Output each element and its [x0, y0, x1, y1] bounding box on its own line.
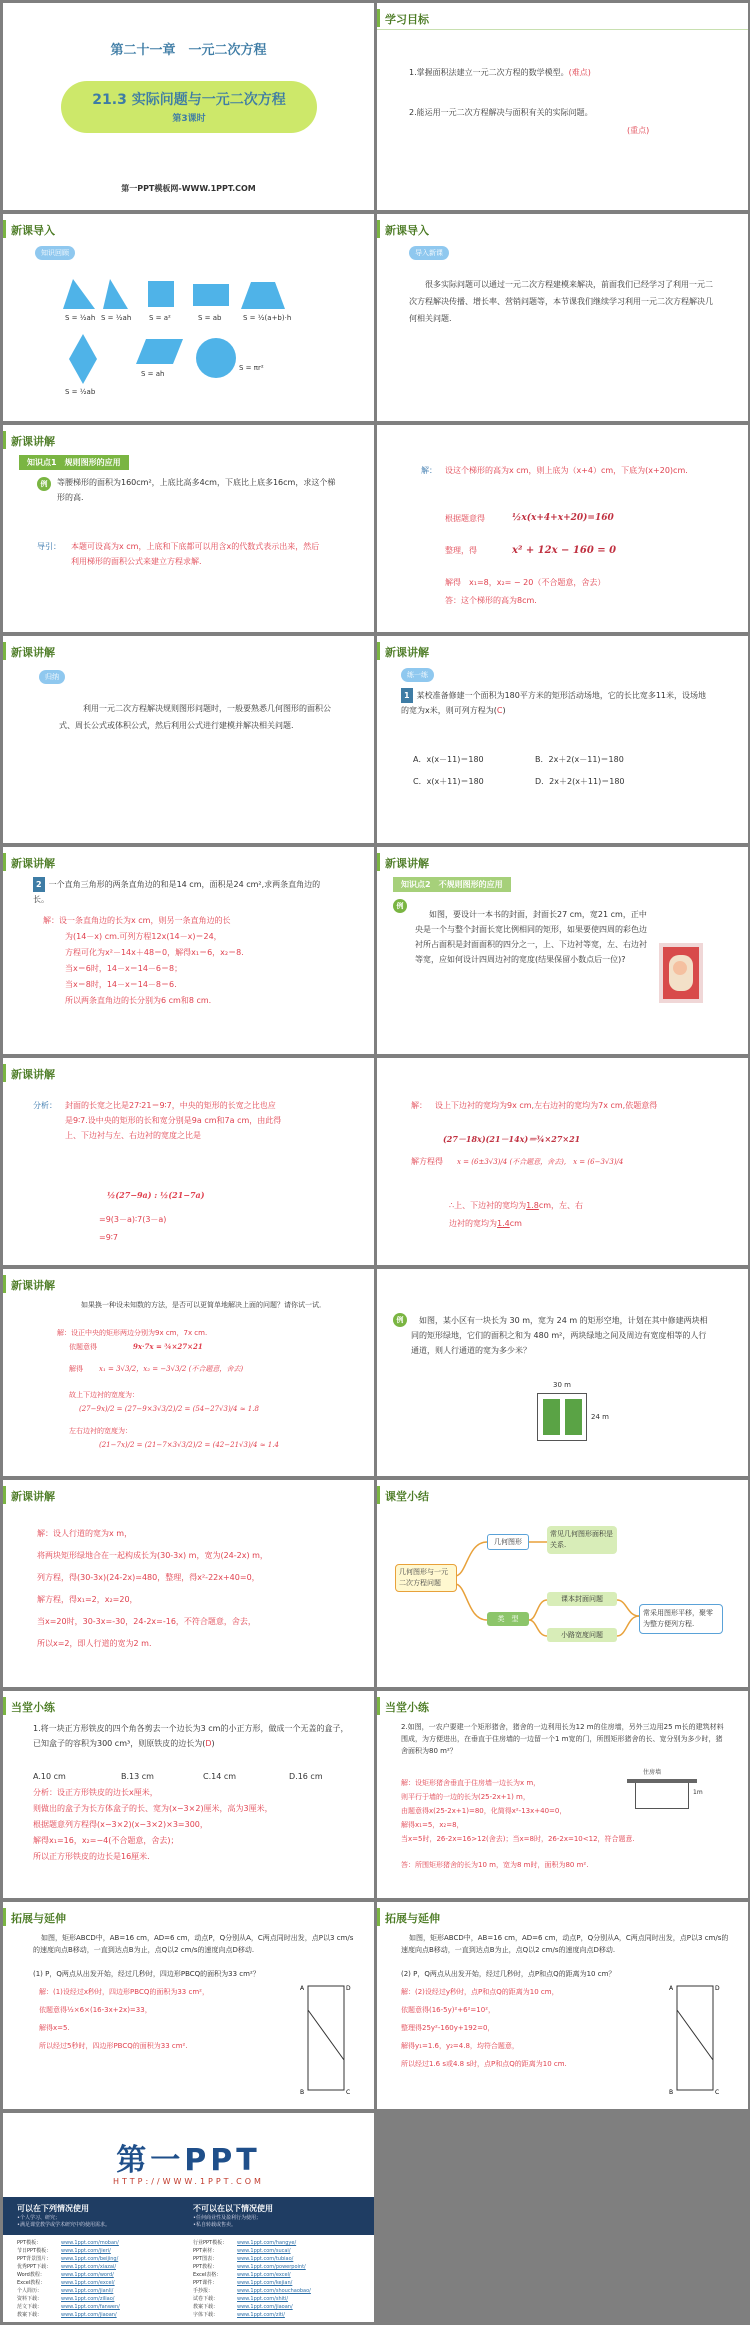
resource-link-label: PPT课件：: [193, 2280, 218, 2286]
slide-quiz-1: 当堂小练 1.将一块正方形铁皮的四个角各剪去一个边长为3 cm的小正方形，做成一个无盖的盒子，已知盒子的容积为300 cm³，则原铁皮的边长为(D) A.10 cm B.13 cm C.14 cm D.16 cm 分析：设正方形铁皮的边长x厘米， 则做出的盒子为长方体盒子的长、宽为(x−3×2)厘米，高为3厘米， 根据题意列方程得(x−3×2)(x−3×2)×3=300， 解得x₁=16，x₂=−4(不合题意，舍去)； 所以正方形铁皮的边长是16厘米．: [3, 1691, 374, 1898]
svg-text:D: D: [346, 1985, 351, 1992]
resource-link-url[interactable]: www.1ppt.com/excel/: [237, 2272, 291, 2278]
resource-link-label: 教案下载：: [17, 2312, 43, 2318]
resource-link-label: 个人简历：: [17, 2288, 43, 2294]
svg-text:D: D: [715, 1985, 720, 1992]
mindmap-note-types: 常采用图形平移，聚零为整方便列方程.: [639, 1604, 723, 1634]
resource-link-row: [193, 2247, 363, 2255]
resource-link-url[interactable]: www.1ppt.com/jieri/: [61, 2248, 111, 2254]
resource-link-label: 字体下载：: [193, 2312, 219, 2318]
answer-line-6: 所以两条直角边的长分别为6 cm和8 cm.: [65, 996, 212, 1005]
answer-line-4: 当x＝6时，14－x＝14－6＝8；: [65, 964, 183, 973]
resource-link-label: 资料下载：: [17, 2296, 43, 2302]
solution-line-1: 解：(1)设经过x秒时，四边形PBCQ的面积为33 cm²，: [39, 1988, 209, 1996]
intro-pill: 导入新课: [409, 246, 449, 260]
solution-line-1: 解：设人行道的宽为x m，: [37, 1529, 133, 1538]
analysis-line-2: 则做出的盒子为长方体盒子的长、宽为(x−3×2)厘米，高为3厘米，: [33, 1804, 273, 1813]
resource-link-url[interactable]: www.1ppt.com/shiti/: [237, 2296, 289, 2302]
answer-line-4: 解得x₁=5，x₂=8，: [401, 1821, 464, 1829]
resource-link-row: [193, 2295, 363, 2303]
alt-line-5-label: 左右边衬的宽度为：: [69, 1427, 132, 1435]
slide-quiz-2: 当堂小练 2.如图，一农户要建一个矩形猪舍，猪舍的一边利用长为12 m的住房墙，另外三边用25 m长的建筑材料围成，为方便进出，在垂直于住房墙的一边留一个1 m宽的门，所围矩形猪舍的长、宽分别为多少时，猪舍面积为80 m²？ 解：设矩形猪舍垂直于住房墙一边长为x m， 则平行于墙的一边的长为(25-2x+1) m， 由题意得x(25-2x+1)=80，化简得x²-13x+40=0， 解得x₁=5，x₂=8， 当x=5时，26-2x=16>12(舍去)；当x=8时，26-2x=10<12，符合题意. 答：所围矩形猪舍的长为10 m，宽为8 m时，面积为80 m². 住房墙 1m: [377, 1691, 748, 1898]
resource-link-url[interactable]: www.1ppt.com/sucai/: [237, 2248, 291, 2254]
trapezoid: [241, 282, 285, 309]
slide-intro: 新课导入 导入新课 很多实际问题可以通过一元二次方程建模来解决，前面我们已经学习了利用一元二次方程解决传播、增长率、营销问题等，本节课我们继续学习利用一元二次方程解决几何相关问题.: [377, 214, 748, 421]
option-c: C．x(x＋11)＝180: [413, 777, 484, 786]
slide-branding: [3, 2113, 374, 2322]
svg-text:A: A: [300, 1985, 305, 1992]
example-badge: 例: [393, 1313, 407, 1327]
book-cover-image: [659, 943, 703, 1003]
solution-solve-label: 解方程得: [411, 1157, 443, 1166]
example-badge: 例: [393, 899, 407, 913]
svg-text:C: C: [715, 2089, 720, 2096]
resource-link-url[interactable]: www.1ppt.com/xiazai/: [61, 2264, 117, 2270]
answer-line-6: 答：所围矩形猪舍的长为10 m，宽为8 m时，面积为80 m².: [401, 1861, 589, 1869]
formula-3: S = a²: [149, 314, 171, 322]
solve-label: 解：: [421, 466, 437, 475]
formula-7: S = ah: [141, 370, 165, 378]
resource-link-row: [17, 2271, 187, 2279]
resource-link-label: 试卷下载：: [193, 2296, 219, 2302]
mindmap-note-shapes: 常见几何图形面积是关系.: [547, 1526, 617, 1554]
answer-line-3: 由题意得x(25-2x+1)=80，化简得x²-13x+40=0，: [401, 1807, 567, 1815]
slide-solution-2: [377, 1058, 748, 1265]
solution-line-2-label: 根据题意得: [445, 514, 485, 523]
analysis-line-4: 解得x₁=16，x₂=−4(不合题意，舍去)；: [33, 1836, 179, 1845]
height-label: 24 m: [591, 1413, 609, 1421]
slide-example-1: 新课讲解 知识点1 规则图形的应用 例 等腰梯形的面积为160cm²，上底比高多4cm，下底比上底多16cm，求这个梯形的高. 导引： 本题可设高为x cm，上底和下底都可以用含x的代数式表示出来，然后利用梯形的面积公式来建立方程求解.: [3, 425, 374, 632]
option-b: B．2x＋2(x－11)＝180: [535, 755, 624, 764]
answer-line-3: 方程可化为x²－14x＋48＝0，解得x₁＝6，x₂＝8.: [65, 948, 244, 957]
solution-line-5: 所以经过1.6 s或4.8 s时，点P和点Q的距离为10 cm.: [401, 2060, 567, 2068]
resource-link-url[interactable]: www.1ppt.com/tubiao/: [237, 2256, 294, 2262]
solution-line-2: 依题意得(16-5y)²+6²=10²，: [401, 2006, 496, 2014]
chapter-title: 第二十一章 一元二次方程: [110, 43, 267, 58]
lesson-period: 第3课时: [172, 114, 206, 124]
solution-line-3: x² + 12x − 160 = 0: [512, 545, 617, 556]
resource-link-label: PPT教程：: [193, 2264, 218, 2270]
rectangle: [193, 284, 229, 306]
solution-line-5: 当x=20时，30-3x=-30，24-2x=-16，不符合题意，舍去，: [37, 1617, 256, 1626]
resource-link-row: [193, 2279, 363, 2287]
practice-pill: 练一练: [401, 668, 434, 682]
slide-example-2: 新课讲解 知识点2 不规则图形的应用 例 如图，要设计一本书的封面，封面长27 cm，宽21 cm，正中央是一个与整个封面长宽比例相同的矩形，如果要使四周的彩色边衬所占面积是封面面积的四分之一，上、下边衬等宽，左、右边衬等宽，应如何设计四周边衬的宽度(结果保留小数点后一位)?: [377, 847, 748, 1054]
knowledge-point-2: 知识点2 不规则图形的应用: [393, 877, 511, 892]
resource-link-url[interactable]: www.1ppt.com/ziti/: [237, 2312, 285, 2318]
quiz-question: 1.将一块正方形铁皮的四个角各剪去一个边长为3 cm的小正方形，做成一个无盖的盒子，已知盒子的容积为300 cm³，则原铁皮的边长为(D): [33, 1724, 349, 1748]
solution-line-3: 整理得25y²-160y+192=0，: [401, 2024, 495, 2032]
option-a: A．x(x－11)＝180: [413, 755, 484, 764]
resource-link-label: PPT背景图片：: [17, 2256, 52, 2262]
analysis-step-1: =9(3－a)∶7(3－a): [99, 1215, 167, 1224]
resource-link-row: [193, 2239, 363, 2247]
rectangle-figure: [298, 1980, 358, 2100]
alt-line-2-label: 依题意得: [69, 1343, 97, 1351]
example-text: 如图，要设计一本书的封面，封面长27 cm，宽21 cm，正中央是一个与整个封面长宽比例相同的矩形，如果要使四周的彩色边衬所占面积是封面面积的四分之一，上、下边衬等宽，左、右边衬等宽，应如何设计四周边衬的宽度(结果保留小数点后一位)?: [415, 910, 647, 964]
formula-1: S = ½ah: [65, 314, 96, 322]
alt-line-4: (27−9x)/2 = (27−9×3√3/2)/2 = (54−27√3)/4 ≈ 1.8: [79, 1405, 259, 1413]
resource-link-url[interactable]: www.1ppt.com/powerpoint/: [237, 2264, 306, 2270]
links-right: [193, 2239, 363, 2319]
triangle-1: [63, 279, 95, 309]
solution-line-4: 解方程，得x₁=2，x₂=20，: [37, 1595, 138, 1604]
goal-2-tag: (重点): [627, 126, 650, 135]
quiz-question: 2.如图，一农户要建一个矩形猪舍，猪舍的一边利用长为12 m的住房墙，另外三边用25 m长的建筑材料围成，为方便进出，在垂直于住房墙的一边留一个1 m宽的门，所围矩形猪舍的长、宽分别为多少时，猪舍面积为80 m²？: [401, 1723, 724, 1755]
option-c: C.14 cm: [203, 1772, 237, 1781]
solution-line-1: 设上下边衬的宽均为9x cm,左右边衬的宽均为7x cm,依题意得: [435, 1101, 658, 1110]
resource-link-label: 范文下载：: [17, 2304, 43, 2310]
extension-problem: 如图，矩形ABCD中，AB=16 cm，AD=6 cm，动点P，Q分别从A，C两点同时出发，点P以3 cm/s的速度向点B移动，一直到达点B为止，点Q以2 cm/s的速度向点D移动.: [401, 1934, 729, 1954]
answer-line-2: 则平行于墙的一边的长为(25-2x+1) m，: [401, 1793, 530, 1801]
door-label: 1m: [693, 1789, 703, 1796]
pen-figure: [627, 1769, 707, 1815]
rectangle-figure: [667, 1980, 727, 2100]
guide-text: 本题可设高为x cm，上底和下底都可以用含x的代数式表示出来，然后利用梯形的面积公式来建立方程求解.: [71, 542, 320, 566]
slide-solution-3: 新课讲解 解：设人行道的宽为x m， 将两块矩形绿地合在一起构成长为(30-3x) m，宽为(24-2x) m， 列方程，得(30-3x)(24-2x)=480，整理，得x²-22x+40=0， 解方程，得x₁=2，x₂=20， 当x=20时，30-3x=-30，24-2x=-16，不符合题意，舍去， 所以x=2，即人行道的宽为2 m.: [3, 1480, 374, 1687]
analysis-label: 分析：: [33, 1101, 57, 1110]
resource-link-url[interactable]: www.1ppt.com/word/: [61, 2272, 114, 2278]
solution-conclusion-1: ∴上、下边衬的宽均为1.8cm，左、右: [449, 1201, 584, 1210]
solution-line-2: 依题意得½×6×(16-3x+2x)=33，: [39, 2006, 152, 2014]
solution-roots: x = (6±3√3)/4 (不合题意，舍去), x = (6−3√3)/4: [457, 1158, 624, 1166]
practice-question: 2 一个直角三角形的两条直角边的和是14 cm，面积是24 cm²,求两条直角边的长。: [33, 877, 323, 907]
resource-link-row: [17, 2239, 187, 2247]
brand-logo: 第一PPT: [116, 2143, 261, 2178]
slide-alternative: 新课讲解 如果换一种设未知数的方法，是否可以更简单地解决上面的问题？请你试一试． 解：设正中央的矩形两边分别为9x cm，7x cm. 依题意得 9x·7x = ¾×27×21 解得 x₁ = 3√3/2，x₂ = −3√3/2 (不合题意，舍去) 故上下边衬的宽度为： (27−9x)/2 = (27−9×3√3/2)/2 = (54−27√3)/4 ≈ 1.8 左右边衬的宽度为： (21−7x)/2 = (21−7×3√3/2)/2 = (42−21√3)/4 ≈ 1.4: [3, 1269, 374, 1476]
resource-link-url[interactable]: www.1ppt.com/ziliao/: [61, 2296, 115, 2302]
resource-link-url[interactable]: www.1ppt.com/jianli/: [61, 2288, 114, 2294]
slide-extension-2: 拓展与延伸 如图，矩形ABCD中，AB=16 cm，AD=6 cm，动点P，Q分别从A，C两点同时出发，点P以3 cm/s的速度向点B移动，一直到达点B为止，点Q以2 cm/s的速度向点D移动. (2) P，Q两点从出发开始，经过几秒时，点P和点Q的距离为10 cm？ 解：(2)设经过y秒时，点P和点Q的距离为10 cm， 依题意得(16-5y)²+6²=10²， 整理得25y²-160y+192=0， 解得y₁=1.6，y₂=4.8，均符合题意， 所以经过1.6 s或4.8 s时，点P和点Q的距离为10 cm. A D B C: [377, 1902, 748, 2109]
resource-link-url[interactable]: www.1ppt.com/excel/: [61, 2280, 115, 2286]
mindmap-type-cover: 课本封面问题: [547, 1592, 617, 1606]
resource-link-label: 优秀PPT下载：: [17, 2264, 52, 2270]
resource-link-row: [193, 2303, 363, 2311]
mindmap-branch-types: 类 型: [487, 1612, 529, 1626]
extension-problem: 如图，矩形ABCD中，AB=16 cm，AD=6 cm，动点P，Q分别从A，C两点同时出发，点P以3 cm/s的速度向点B移动，一直到达点B为止，点Q以2 cm/s的速度向点D移动.: [33, 1934, 354, 1954]
mindmap-type-path: 小路宽度问题: [547, 1628, 617, 1642]
resource-link-row: [17, 2295, 187, 2303]
shape-figures: [3, 254, 374, 421]
alt-line-5: (21−7x)/2 = (21−7×3√3/2)/2 = (42−21√3)/4 ≈ 1.4: [99, 1441, 279, 1449]
resource-link-label: Word教程：: [17, 2272, 45, 2278]
practice-question: 1 某校准备修建一个面积为180平方米的矩形活动场地，它的长比宽多11米，设场地的宽为x米，则可列方程为(C): [401, 688, 711, 718]
forbidden-line-2: •私自转载或售卖。: [193, 2222, 236, 2228]
alt-line-2: 9x·7x = ¾×27×21: [133, 1342, 203, 1351]
alt-line-4-label: 故上下边衬的宽度为：: [69, 1391, 139, 1399]
green-plot-right: [565, 1399, 582, 1435]
goal-1: 1.掌握面积法建立一元二次方程的数学模型。(难点): [409, 68, 591, 77]
resource-link-row: [17, 2303, 187, 2311]
slide-goals: 学习目标 1.掌握面积法建立一元二次方程的数学模型。(难点) 2.能运用一元二次方程解决与面积有关的实际问题。 (重点): [377, 3, 748, 210]
option-a: A.10 cm: [33, 1772, 66, 1781]
allowed-line-2: •满足课堂教学或学术研究中的使用需求。: [17, 2222, 110, 2228]
resource-link-label: 手抄报：: [193, 2288, 214, 2294]
resource-link-url[interactable]: www.1ppt.com/jiaoan/: [61, 2312, 117, 2318]
mindmap-branch-shapes: 几何图形: [487, 1534, 529, 1550]
solution-line-5: 答：这个梯形的高为8cm.: [445, 596, 537, 605]
resource-link-row: [17, 2247, 187, 2255]
answer-line-1: 解：设矩形猪舍垂直于住房墙一边长为x m，: [401, 1779, 541, 1787]
svg-text:B: B: [669, 2089, 674, 2096]
option-d: D．2x＋2(x＋11)＝180: [535, 777, 625, 786]
green-plot-left: [543, 1399, 560, 1435]
slide-extension-1: 拓展与延伸 如图，矩形ABCD中，AB=16 cm，AD=6 cm，动点P，Q分别从A，C两点同时出发，点P以3 cm/s的速度向点B移动，一直到达点B为止，点Q以2 cm/s的速度向点D移动. (1) P，Q两点从出发开始，经过几秒时，四边形PBCQ的面积为33 cm²？ 解：(1)设经过x秒时，四边形PBCQ的面积为33 cm²， 依题意得½×6×(16-3x+2x)=33， 解得x=5. 所以经过5秒时，四边形PBCQ的面积为33 cm². A D B C: [3, 1902, 374, 2109]
resource-link-row: [193, 2255, 363, 2263]
resource-link-row: [193, 2263, 363, 2271]
resource-link-label: PPT素材：: [193, 2248, 218, 2254]
guide-label: 导引：: [37, 542, 61, 551]
solution-line-1: 设这个梯形的高为x cm，则上底为（x+4）cm，下底为(x+20)cm.: [445, 466, 688, 475]
resource-link-label: 节日PPT模板：: [17, 2248, 52, 2254]
example-text: 如图，某小区有一块长为 30 m，宽为 24 m 的矩形空地，计划在其中修建两块相同的矩形绿地，它们的面积之和为 480 m²，两块绿地之间及周边有宽度相等的人行通道，则人行通道的宽为多少米？: [411, 1316, 708, 1355]
solution-equation: (27－18x)(21－14x)＝¾×27×21: [443, 1134, 581, 1144]
lesson-title: 21.3 实际问题与一元二次方程: [92, 92, 286, 108]
rhombus: [69, 334, 97, 384]
resource-link-url[interactable]: www.1ppt.com/moban/: [61, 2240, 119, 2246]
formula-6: S = ½ab: [65, 388, 96, 396]
mindmap-root: 几何图形与一元二次方程问题: [395, 1564, 457, 1592]
resource-link-url[interactable]: www.1ppt.com/fanwen/: [61, 2304, 120, 2310]
links-area: [3, 2235, 374, 2322]
wall-label: 住房墙: [643, 1769, 662, 1776]
extension-subquestion: (2) P，Q两点从出发开始，经过几秒时，点P和点Q的距离为10 cm？: [401, 1970, 616, 1978]
resource-link-label: 教案下载：: [193, 2304, 219, 2310]
alt-intro: 如果换一种设未知数的方法，是否可以更简单地解决上面的问题？请你试一试．: [81, 1301, 326, 1309]
allowed-title: 可以在下列情况使用: [17, 2204, 89, 2213]
option-b: B.13 cm: [121, 1772, 154, 1781]
resource-link-row: [193, 2271, 363, 2279]
analysis-text: 封面的长宽之比是27∶21＝9∶7，中央的矩形的长宽之比也应是9∶7.设中央的矩形的长和宽分别是9a cm和7a cm，由此得上、下边衬与左、右边衬的宽度之比是: [65, 1101, 282, 1140]
alt-line-3: x₁ = 3√3/2，x₂ = −3√3/2 (不合题意，舍去): [99, 1365, 244, 1373]
brand-url: HTTP://WWW.1PPT.COM: [113, 2177, 264, 2186]
svg-text:C: C: [346, 2089, 351, 2096]
resource-link-row: [17, 2255, 187, 2263]
induction-text: 利用一元二次方程解决规则图形问题时，一般要熟悉几何图形的面积公式、周长公式或体积公式，然后利用公式进行建模并解决相关问题.: [59, 704, 331, 730]
analysis-line-1: 分析：设正方形铁皮的边长x厘米，: [33, 1788, 158, 1797]
solution-line-3: 解得x=5.: [39, 2024, 70, 2032]
site-name: 第一PPT模板网-WWW.1PPT.COM: [121, 184, 256, 193]
resource-link-url[interactable]: www.1ppt.com/shouchaobao/: [237, 2288, 311, 2294]
induction-pill: 归纳: [39, 670, 65, 684]
goal-2: 2.能运用一元二次方程解决与面积有关的实际问题。: [409, 108, 593, 117]
formula-8: S = πr²: [239, 364, 264, 372]
forbidden-line-1: •任何商业性及盈利行为使用；: [193, 2215, 261, 2221]
resource-link-label: PPT图表：: [193, 2256, 218, 2262]
resource-link-label: 行业PPT模板：: [193, 2240, 228, 2246]
slide-practice-2: 新课讲解 2 一个直角三角形的两条直角边的和是14 cm，面积是24 cm²,求两条直角边的长。 解：设一条直角边的长为x cm，则另一条直角边的长 为(14－x) cm.可列方程12x(14－x)＝24， 方程可化为x²－14x＋48＝0，解得x₁＝6，x₂＝8. 当x＝6时，14－x＝14－6＝8； 当x＝8时，14－x＝14－8＝6. 所以两条直角边的长分别为6 cm和8 cm.: [3, 847, 374, 1054]
links-left: [17, 2239, 187, 2319]
solution-line-2: 将两块矩形绿地合在一起构成长为(30-3x) m，宽为(24-2x) m，: [37, 1551, 268, 1560]
formula-2: S = ½ah: [101, 314, 132, 322]
alt-line-1: 解：设正中央的矩形两边分别为9x cm，7x cm.: [57, 1329, 208, 1337]
formula-5: S = ½(a+b)·h: [243, 314, 292, 322]
solution-line-4: 解得y₁=1.6，y₂=4.8，均符合题意，: [401, 2042, 519, 2050]
resource-link-url[interactable]: www.1ppt.com/beijing/: [61, 2256, 119, 2262]
solution-line-1: 解：(2)设经过y秒时，点P和点Q的距离为10 cm，: [401, 1988, 559, 1996]
garden-figure: [537, 1393, 587, 1441]
resource-link-label: Excel表格：: [193, 2272, 222, 2278]
formula-4: S = ab: [198, 314, 222, 322]
solution-line-6: 所以x=2，即人行道的宽为2 m.: [37, 1639, 152, 1648]
resource-link-row: [17, 2287, 187, 2295]
slide-induction: 新课讲解 归纳 利用一元二次方程解决规则图形问题时，一般要熟悉几何图形的面积公式、周长公式或体积公式，然后利用公式进行建模并解决相关问题.: [3, 636, 374, 843]
analysis-line-3: 根据题意列方程得(x−3×2)(x−3×2)×3=300，: [33, 1820, 208, 1829]
svg-text:B: B: [300, 2089, 305, 2096]
review-pill: 知识回顾: [35, 246, 75, 260]
option-d: D.16 cm: [289, 1772, 323, 1781]
analysis-line-5: 所以正方形铁皮的边长是16厘米．: [33, 1852, 156, 1861]
resource-link-row: [193, 2287, 363, 2295]
solution-line-3: 列方程，得(30-3x)(24-2x)=480，整理，得x²-22x+40=0，: [37, 1573, 260, 1582]
solution-conclusion-2: 边衬的宽均为1.4cm: [449, 1219, 522, 1228]
circle: [196, 338, 236, 378]
slide-summary: 课堂小结 几何图形与一元二次方程问题 几何图形 常见几何图形面积是关系. 类 型 课本封面问题 小路宽度问题 常采用图形平移，聚零为整方便列方程.: [377, 1480, 748, 1687]
extension-subquestion: (1) P，Q两点从出发开始，经过几秒时，四边形PBCQ的面积为33 cm²？: [33, 1970, 260, 1978]
resource-link-row: [17, 2279, 187, 2287]
slide-title: [3, 3, 374, 210]
square: [148, 281, 174, 307]
width-label: 30 m: [553, 1381, 571, 1389]
parallelogram: [136, 339, 183, 364]
solution-line-2: ½x(x+4+x+20)=160: [512, 513, 614, 523]
slide-example-3: [377, 1269, 748, 1476]
slide-review: 新课导入 知识回顾 S = ½ah S = ½ah S = a² S = ab S = ½(a+b)·h S = ½ab S = ah S = πr²: [3, 214, 374, 421]
answer-line-2: 为(14－x) cm.可列方程12x(14－x)＝24，: [65, 932, 222, 941]
answer-line-5: 当x＝8时，14－x＝14－8＝6.: [65, 980, 177, 989]
answer-line-1: 解：设一条直角边的长为x cm，则另一条直角边的长: [43, 916, 231, 925]
knowledge-point-1: 知识点1 规则图形的应用: [19, 455, 129, 470]
slide-practice-1: 新课讲解 练一练 1 某校准备修建一个面积为180平方米的矩形活动场地，它的长比宽多11米，设场地的宽为x米，则可列方程为(C) A．x(x－11)＝180 B．2x＋2(x－11)＝180 C．x(x＋11)＝180 D．2x＋2(x＋11)＝180: [377, 636, 748, 843]
resource-link-row: [17, 2263, 187, 2271]
analysis-step-2: =9∶7: [99, 1233, 118, 1242]
solution-line-3-label: 整理，得: [445, 546, 477, 555]
resource-link-label: Excel教程：: [17, 2280, 46, 2286]
resource-link-row: [17, 2311, 187, 2319]
slide-analysis: 新课讲解 分析： 封面的长宽之比是27∶21＝9∶7，中央的矩形的长宽之比也应是9∶7.设中央的矩形的长和宽分别是9a cm和7a cm，由此得上、下边衬与左、右边衬的宽度之比是 ½(27−9a) : ½(21−7a) =9(3－a)∶7(3－a) =9∶7: [3, 1058, 374, 1265]
slide-solution-1: [377, 425, 748, 632]
answer-line-5: 当x=5时，26-2x=16>12(舍去)；当x=8时，26-2x=10<12，符合题意.: [401, 1835, 635, 1843]
resource-link-url[interactable]: www.1ppt.com/jiaoan/: [237, 2304, 293, 2310]
solution-line-4: 解得 x₁=8，x₂= − 20（不合题意，舍去）: [445, 578, 606, 587]
svg-text:A: A: [669, 1985, 674, 1992]
resource-link-url[interactable]: www.1ppt.com/hangye/: [237, 2240, 297, 2246]
intro-text: 很多实际问题可以通过一元二次方程建模来解决，前面我们已经学习了利用一元二次方程解决传播、增长率、营销问题等，本节课我们继续学习利用一元二次方程解决几何相关问题.: [409, 280, 713, 323]
allowed-line-1: •个人学习、研究；: [17, 2215, 60, 2221]
example-badge: 例: [37, 477, 51, 491]
solution-line-4: 所以经过5秒时，四边形PBCQ的面积为33 cm².: [39, 2042, 188, 2050]
resource-link-label: PPT模板：: [17, 2240, 42, 2246]
forbidden-title: 不可以在以下情况使用: [193, 2204, 273, 2213]
triangle-2: [103, 279, 128, 309]
analysis-ratio: ½(27−9a) : ½(21−7a): [107, 1190, 205, 1200]
alt-line-3-label: 解得: [69, 1365, 83, 1373]
solve-label: 解：: [411, 1101, 427, 1110]
example-problem: 等腰梯形的面积为160cm²，上底比高多4cm，下底比上底多16cm，求这个梯形的高.: [57, 478, 336, 502]
resource-link-row: [193, 2311, 363, 2319]
resource-link-url[interactable]: www.1ppt.com/kejian/: [237, 2280, 293, 2286]
